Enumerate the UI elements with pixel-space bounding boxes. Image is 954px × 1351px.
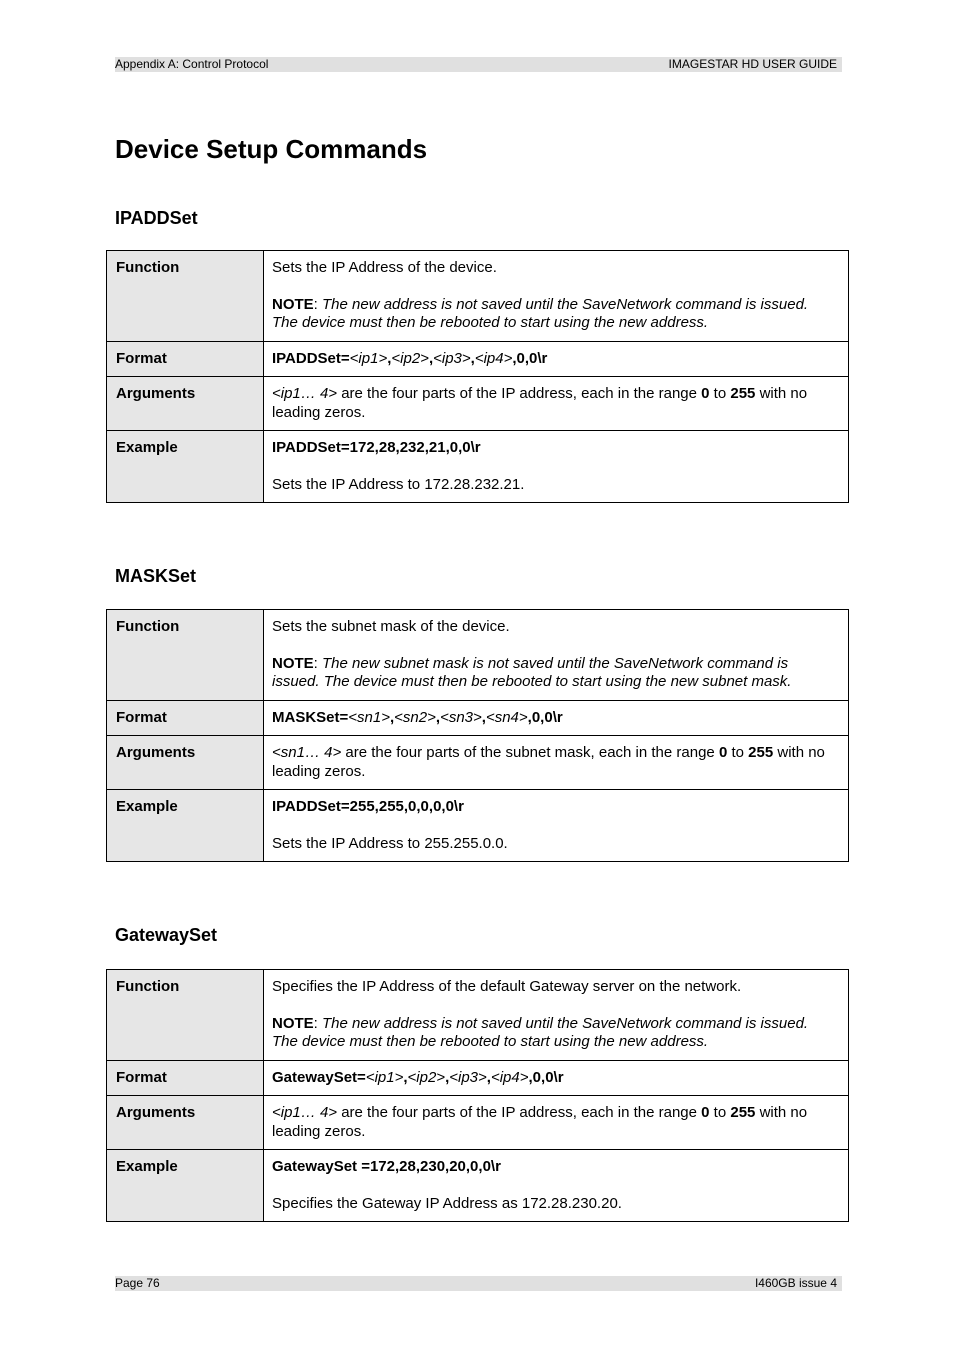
row-label: Example [107,1150,264,1222]
command-table-maskset [106,609,849,862]
header-doc-title: IMAGESTAR HD USER GUIDE [668,57,837,71]
row-label: Example [107,431,264,503]
table-row [107,1096,849,1150]
format-cell: MASKSet=<sn1>,<sn2>,<sn3>,<sn4>,0,0\r [264,700,849,736]
example-cell [264,431,849,503]
document-issue: I460GB issue 4 [754,1276,837,1290]
row-label: Function [107,610,264,701]
example-text: Sets the IP Address to 172.28.232.21. [272,475,525,493]
arguments-cell: <sn1… 4> are the four parts of the subnet mask, each in the range 0 to 255 with no leading zeros. [264,736,849,790]
row-label: Example [107,790,264,862]
function-cell [264,970,849,1061]
example-text: Sets the IP Address to 255.255.0.0. [272,834,508,852]
table-row [107,610,849,701]
note-paragraph: NOTE: The new address is not saved until the SaveNetwork command is issued. The device must then be rebooted to start using the new address. [272,1014,809,1050]
note-paragraph: NOTE: The new address is not saved until the SaveNetwork command is issued. The device must then be rebooted to start using the new address. [272,295,809,331]
table-row [107,1060,849,1096]
example-command: IPADDSet=255,255,0,0,0,0\r [272,798,464,815]
function-text: Sets the IP Address of the device. [272,259,497,276]
table-row [107,251,849,342]
table-row [107,790,849,862]
table-row [107,970,849,1061]
arguments-cell: <ip1… 4> are the four parts of the IP address, each in the range 0 to 255 with no leading zeros. [264,1096,849,1150]
function-cell [264,251,849,342]
page-header [115,57,842,72]
section-heading-maskset: MASKSet [115,566,197,586]
row-label: Arguments [107,377,264,431]
row-label: Format [107,341,264,377]
section-heading-gatewayset: GatewaySet [115,925,218,945]
format-cell: GatewaySet=<ip1>,<ip2>,<ip3>,<ip4>,0,0\r [264,1060,849,1096]
row-label: Function [107,970,264,1061]
row-label: Arguments [107,736,264,790]
example-cell [264,790,849,862]
table-row [107,700,849,736]
page-title: Device Setup Commands [115,134,428,164]
table-row [107,1150,849,1222]
example-cell [264,1150,849,1222]
table-row [107,377,849,431]
note-text: The new address is not saved until the SaveNetwork command is issued. The device must then be rebooted to start using the new address. [272,295,809,331]
example-text: Specifies the Gateway IP Address as 172.28.230.20. [272,1194,622,1212]
row-label: Arguments [107,1096,264,1150]
table-row [107,736,849,790]
section-heading-ipaddset: IPADDSet [115,208,198,228]
table-row [107,431,849,503]
row-label: Format [107,1060,264,1096]
example-command: GatewaySet =172,28,230,20,0,0\r [272,1158,501,1175]
example-command: IPADDSet=172,28,232,21,0,0\r [272,439,481,456]
header-section-label: Appendix A: Control Protocol [115,57,269,71]
function-text: Specifies the IP Address of the default Gateway server on the network. [272,978,742,995]
note-paragraph: NOTE: The new subnet mask is not saved until the SaveNetwork command is issued. The device must then be rebooted to start using the new subnet mask. [272,654,792,690]
format-cell: IPADDSet=<ip1>,<ip2>,<ip3>,<ip4>,0,0\r [264,341,849,377]
table-row [107,341,849,377]
command-table-ipaddset [106,250,849,503]
function-cell [264,610,849,701]
arguments-cell: <ip1… 4> are the four parts of the IP address, each in the range 0 to 255 with no leading zeros. [264,377,849,431]
page-number: Page 76 [115,1276,160,1290]
page-footer [115,1276,842,1291]
command-table-gatewayset [106,969,849,1222]
function-text: Sets the subnet mask of the device. [272,618,510,635]
note-text: The new address is not saved until the SaveNetwork command is issued. The device must then be rebooted to start using the new address. [272,1014,809,1050]
row-label: Format [107,700,264,736]
row-label: Function [107,251,264,342]
note-text: The new subnet mask is not saved until the SaveNetwork command is issued. The device must then be rebooted to start using the new subnet mask. [272,654,792,690]
